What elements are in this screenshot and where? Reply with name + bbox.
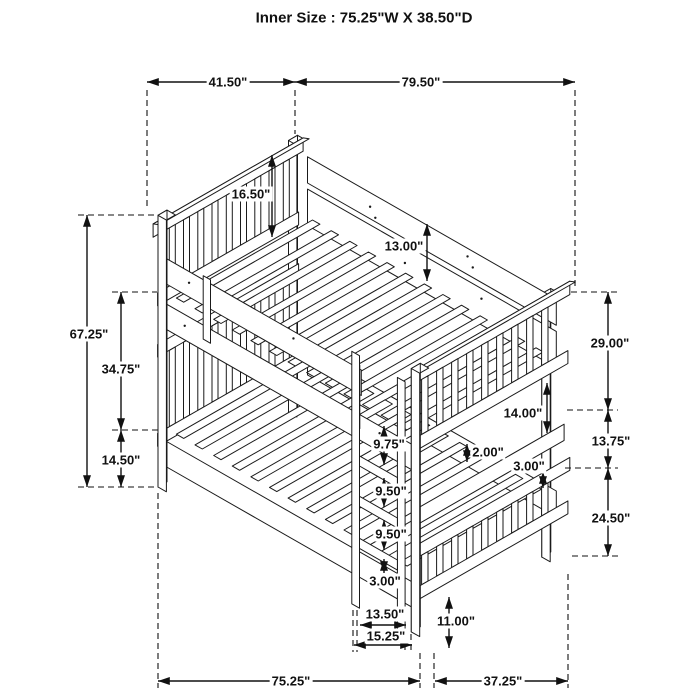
dim-label-ladder-step-2: 9.50" — [375, 483, 407, 499]
dim-label-floor-clearance: 11.00" — [437, 613, 475, 629]
bed-part — [203, 276, 210, 344]
screw-dot — [184, 325, 186, 327]
dim-label-bottom-length: 75.25" — [271, 673, 311, 689]
dim-label-foot-gap: 3.00" — [513, 458, 545, 474]
screw-dot — [378, 432, 380, 434]
bed-part — [437, 543, 443, 576]
bed-part — [437, 367, 443, 426]
bed-part — [283, 159, 289, 221]
dim-label-top-length: 79.50" — [401, 74, 441, 90]
bed-part — [422, 376, 428, 435]
bed-part — [158, 215, 166, 492]
bed-part — [512, 324, 518, 383]
bed-part — [542, 307, 548, 366]
bed-part — [411, 369, 419, 637]
bed-part — [422, 552, 428, 585]
dim-label-ladder-bottom-gap: 3.00" — [369, 573, 401, 589]
dim-label-right-lower: 24.50" — [591, 510, 631, 526]
dim-label-guard-rail-gap: 14.00" — [503, 405, 543, 421]
dim-label-right-middle: 13.75" — [591, 433, 631, 449]
dim-label-headboard-panel: 16.50" — [231, 186, 271, 202]
bed-part — [527, 316, 533, 375]
screw-dot — [480, 298, 482, 300]
dim-label-bottom-depth: 37.25" — [483, 673, 523, 689]
screw-dot — [374, 217, 376, 219]
bed-part — [169, 347, 175, 427]
dim-label-ledge-thickness: 2.00" — [472, 444, 504, 460]
screw-dot — [404, 262, 406, 264]
bed-part — [482, 517, 488, 550]
bed-part — [512, 500, 518, 533]
bed-part — [497, 333, 503, 392]
dim-label-right-upper: 29.00" — [590, 335, 630, 351]
bed-part — [467, 350, 473, 409]
screw-dot — [369, 206, 371, 208]
dim-label-ladder-step-1: 9.75" — [373, 436, 405, 452]
dim-label-rear-rail-height: 13.00" — [384, 238, 424, 254]
bed-part — [212, 200, 218, 262]
bed-part — [497, 509, 503, 542]
screw-dot — [188, 282, 190, 284]
bed-part — [452, 534, 458, 567]
bed-part — [482, 341, 488, 400]
screw-dot — [466, 255, 468, 257]
bed-part — [184, 339, 190, 419]
bed-part — [452, 359, 458, 418]
dim-label-ladder-outer-width: 15.25" — [366, 628, 406, 644]
bed-part — [467, 526, 473, 559]
dim-label-ladder-inner-width: 13.50" — [365, 606, 405, 622]
dim-label-ladder-step-3: 9.50" — [375, 526, 407, 542]
dim-label-lower-rail-height: 14.50" — [101, 452, 141, 468]
page-title: Inner Size : 75.25"W X 38.50"D — [255, 9, 473, 27]
bed-part — [397, 377, 405, 634]
bed-line-art — [153, 135, 575, 636]
bed-part — [352, 351, 360, 608]
dim-label-overall-height: 67.25" — [69, 326, 109, 342]
bed-part — [527, 491, 533, 524]
screw-dot — [292, 337, 294, 339]
dim-label-upper-rail-height: 34.75" — [101, 361, 141, 377]
screw-dot — [472, 266, 474, 268]
dim-label-top-depth: 41.50" — [208, 74, 248, 90]
bed-part — [255, 176, 261, 238]
bed-part — [198, 208, 204, 270]
